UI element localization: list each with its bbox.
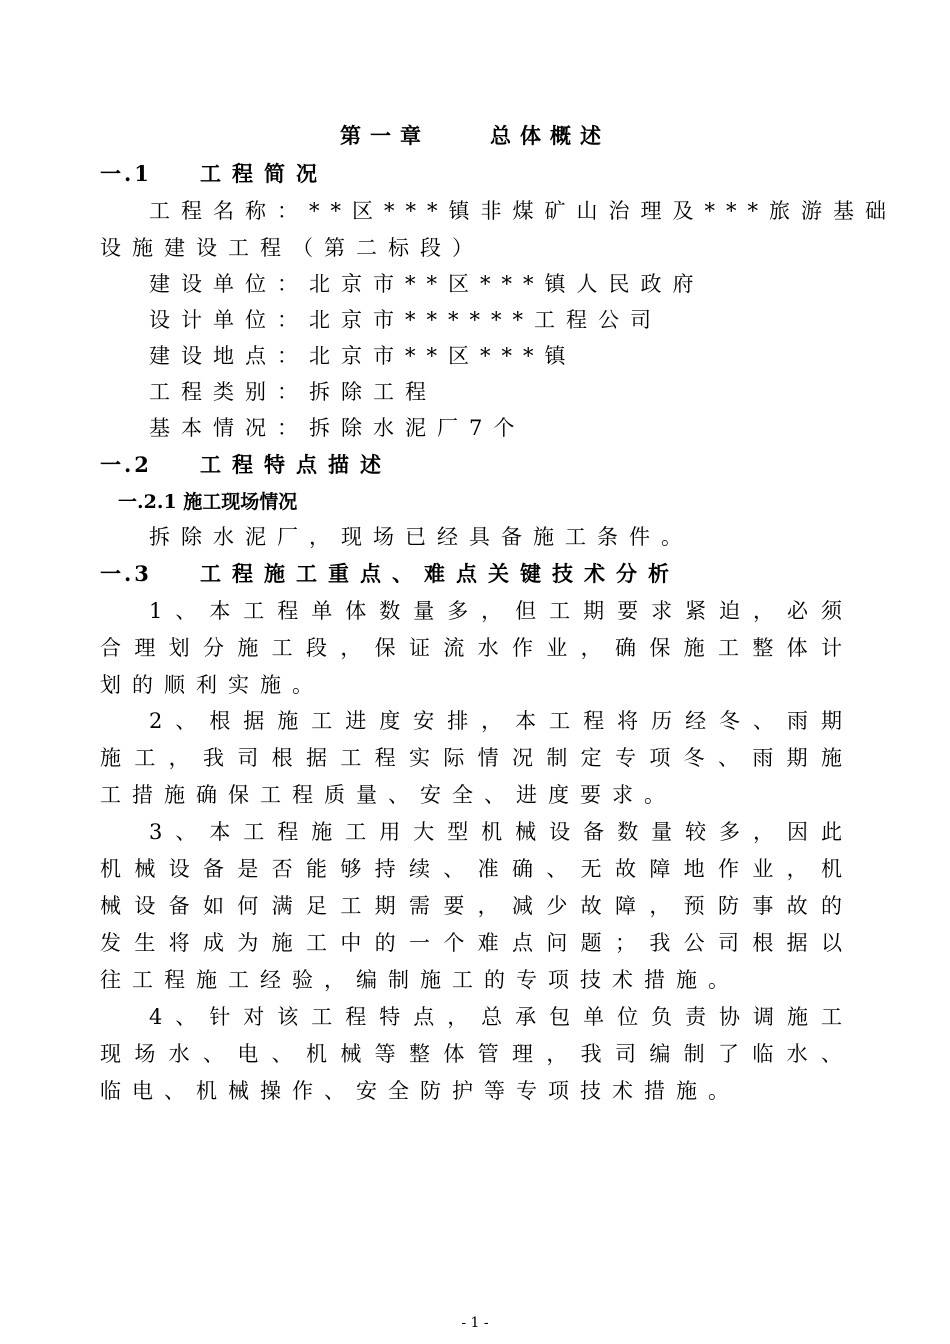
paragraph-1-line-3: 划的顺利实施。 [100, 673, 324, 697]
paragraph-3-line-4: 发生将成为施工中的一个难点问题；我公司根据以 [100, 931, 842, 955]
paragraph-2-line-1: 2、根据施工进度安排，本工程将历经冬、雨期 [149, 709, 842, 733]
paragraph-3-line-1: 3、本工程施工用大型机械设备数量较多，因此 [149, 820, 842, 844]
paragraph-3-line-5: 往工程施工经验，编制施工的专项技术措施。 [100, 968, 740, 992]
section-title: 工程施工重点、难点关键技术分析 [200, 561, 680, 586]
section-heading-1-1 [100, 160, 328, 188]
section-number: 一.1 [100, 161, 152, 186]
paragraph-1-line-2: 合理划分施工段，保证流水作业，确保施工整体计 [100, 636, 842, 660]
section-heading-1-2 [100, 451, 392, 479]
subsection-heading-1-2-1: 一.2.1 施工现场情况 [118, 491, 298, 513]
page-number: - 1 - [461, 1315, 489, 1331]
section-title: 工程简况 [200, 161, 328, 186]
paragraph-4-line-2: 现场水、电、机械等整体管理，我司编制了临水、 [100, 1042, 842, 1066]
designer-line: 设计单位：北京市******工程公司 [149, 308, 662, 332]
paragraph-1-line-1: 1、本工程单体数量多，但工期要求紧迫，必须 [149, 599, 842, 623]
site-condition-text: 拆除水泥厂，现场已经具备施工条件。 [149, 525, 693, 549]
paragraph-2-line-3: 工措施确保工程质量、安全、进度要求。 [100, 783, 676, 807]
section-number: 一.2 [100, 452, 152, 477]
project-name-line-1: 工程名称：**区***镇非煤矿山治理及***旅游基础 [149, 199, 897, 223]
section-heading-1-3 [100, 560, 680, 588]
chapter-title: 第一章 总体概述 [340, 123, 610, 148]
project-name-line-2: 设施建设工程（第二标段） [100, 236, 484, 260]
paragraph-3-line-3: 械设备如何满足工期需要，减少故障，预防事故的 [100, 894, 842, 918]
site-line: 建设地点：北京市**区***镇 [149, 344, 577, 368]
category-line: 工程类别：拆除工程 [149, 380, 437, 404]
paragraph-3-line-2: 机械设备是否能够持续、准确、无故障地作业，机 [100, 857, 842, 881]
basic-info-line: 基本情况：拆除水泥厂7个 [149, 416, 526, 440]
paragraph-4-line-1: 4、针对该工程特点，总承包单位负责协调施工 [149, 1005, 842, 1029]
paragraph-2-line-2: 施工，我司根据工程实际情况制定专项冬、雨期施 [100, 746, 842, 770]
paragraph-4-line-3: 临电、机械操作、安全防护等专项技术措施。 [100, 1079, 740, 1103]
section-number: 一.3 [100, 561, 152, 586]
section-title: 工程特点描述 [200, 452, 392, 477]
builder-line: 建设单位：北京市**区***镇人民政府 [149, 272, 705, 296]
